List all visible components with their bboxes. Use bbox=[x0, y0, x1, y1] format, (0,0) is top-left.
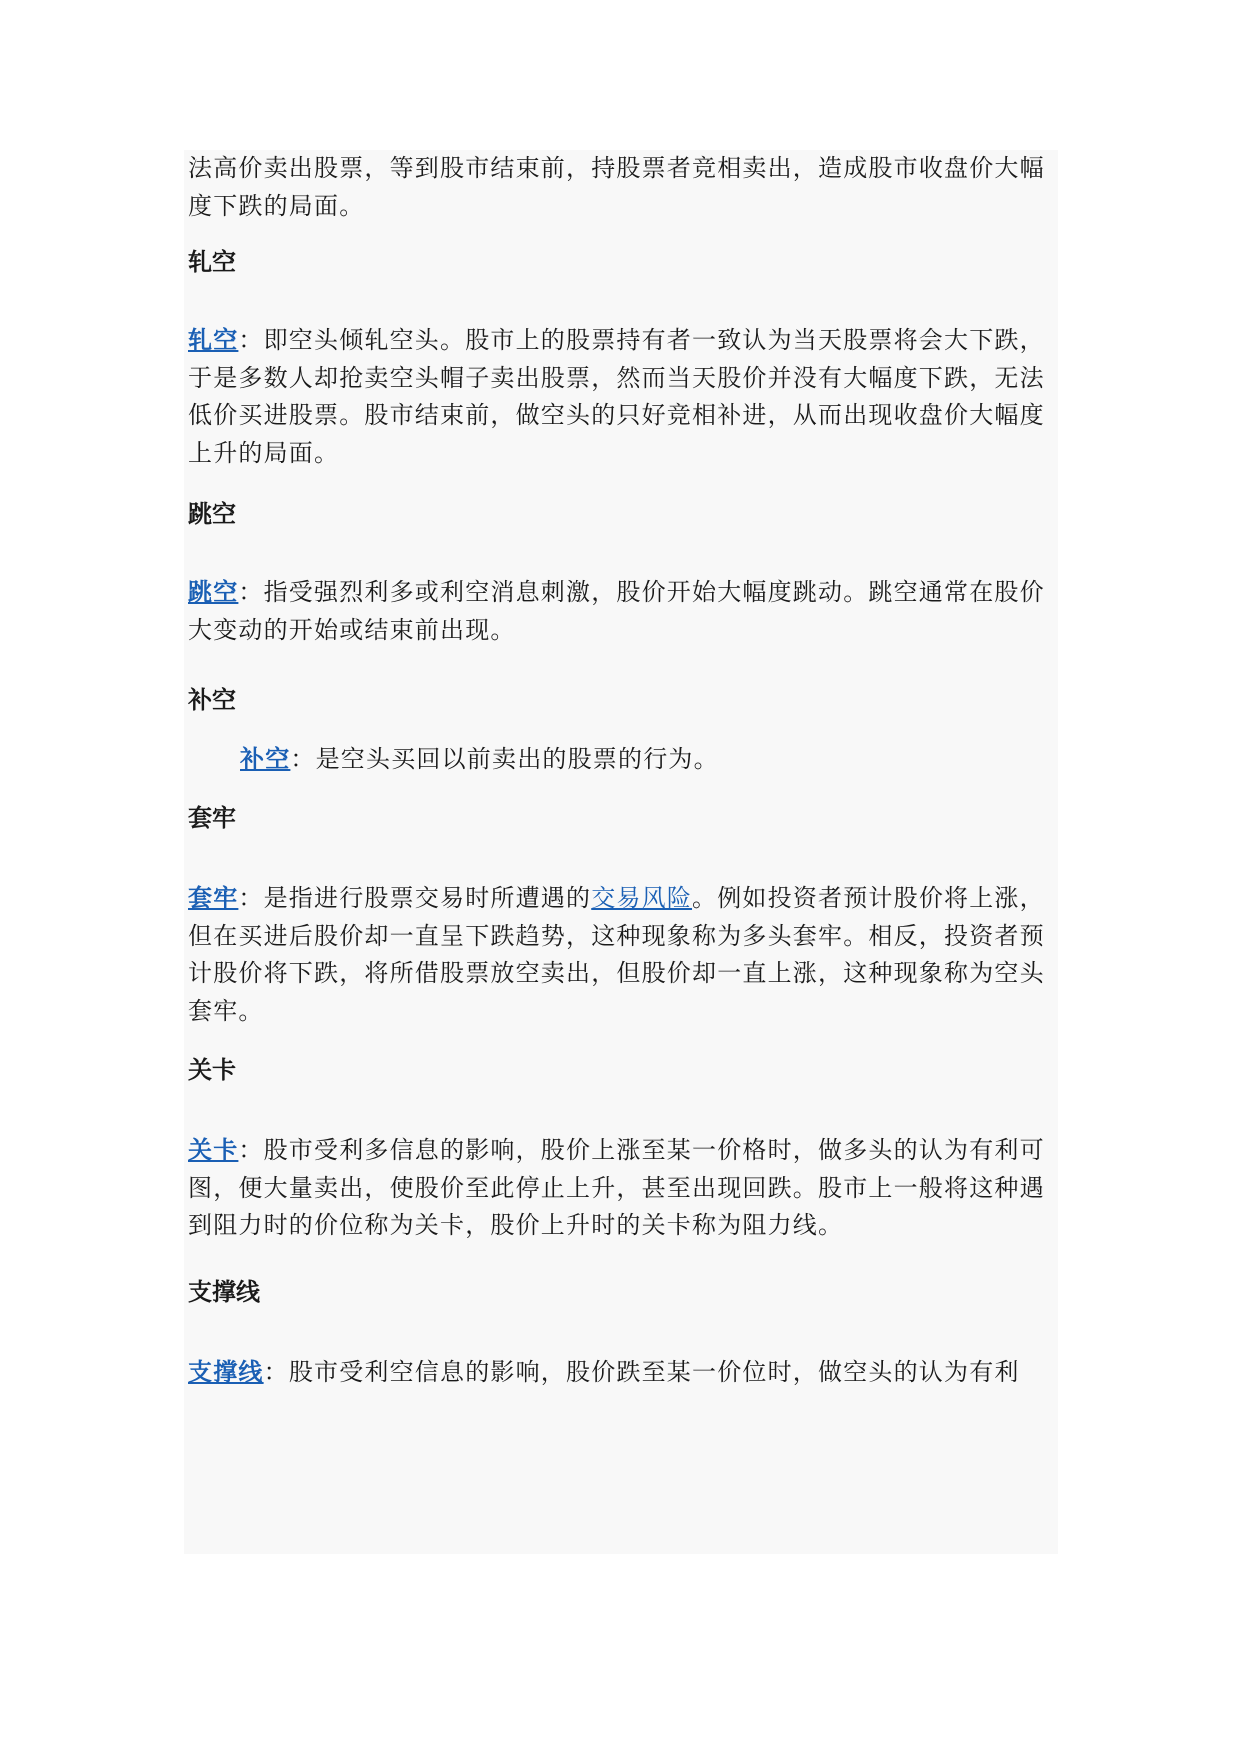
definition-text: 指受强烈利多或利空消息刺激，股价开始大幅度跳动。跳空通常在股价大变动的开始或结束前出现。 bbox=[188, 578, 1045, 644]
heading-zhichengxian: 支撑线 bbox=[188, 1278, 260, 1306]
term-link-taolao[interactable]: 套牢 bbox=[188, 884, 239, 912]
heading-guanka: 关卡 bbox=[188, 1056, 236, 1084]
term-link-guanka[interactable]: 关卡 bbox=[188, 1136, 239, 1164]
heading-bukong: 补空 bbox=[188, 686, 236, 714]
intro-paragraph: 法高价卖出股票，等到股市结束前，持股票者竞相卖出，造成股市收盘价大幅度下跌的局面。 bbox=[188, 154, 1045, 220]
definition-text-after: 。例如投资者预计股价将上涨，但在买进后股价却一直呈下跌趋势，这种现象称为多头套牢。相反，投资者预计股价将下跌，将所借股票放空卖出，但股价却一直上涨，这种现象称为空头套牢。 bbox=[188, 884, 1045, 1025]
heading-tiaokong: 跳空 bbox=[188, 500, 236, 528]
colon: ： bbox=[238, 326, 264, 354]
heading-taolao: 套牢 bbox=[188, 804, 236, 832]
term-link-tiaokong[interactable]: 跳空 bbox=[188, 578, 239, 606]
colon: ： bbox=[238, 884, 264, 912]
colon: ： bbox=[263, 1358, 289, 1386]
paragraph-bukong bbox=[188, 741, 1048, 779]
paragraph-taolao bbox=[188, 880, 1048, 1030]
definition-text: 股市受利多信息的影响，股价上涨至某一价格时，做多头的认为有利可图，便大量卖出，使股价至此停止上升，甚至出现回跌。股市上一般将这种遇到阻力时的价位称为关卡，股价上升时的关卡称为阻力线。 bbox=[188, 1136, 1045, 1239]
term-link-zhichengxian[interactable]: 支撑线 bbox=[188, 1358, 264, 1386]
definition-text: 是空头买回以前卖出的股票的行为。 bbox=[315, 745, 719, 773]
paragraph-zhichengxian bbox=[188, 1354, 1048, 1392]
term-link-zhakong[interactable]: 轧空 bbox=[188, 326, 239, 354]
definition-text-before: 是指进行股票交易时所遭遇的 bbox=[263, 884, 592, 912]
definition-text: 即空头倾轧空头。股市上的股票持有者一致认为当天股票将会大下跌，于是多数人却抢卖空头帽子卖出股票，然而当天股价并没有大幅度下跌，无法低价买进股票。股市结束前，做空头的只好竞相补进，从而出现收盘价大幅度上升的局面。 bbox=[188, 326, 1045, 467]
colon: ： bbox=[238, 1136, 264, 1164]
colon: ： bbox=[238, 578, 264, 606]
paragraph-zhakong bbox=[188, 322, 1048, 472]
term-link-bukong[interactable]: 补空 bbox=[240, 745, 291, 773]
trade-risk-link[interactable]: 交易风险 bbox=[591, 884, 693, 912]
definition-text: 股市受利空信息的影响，股价跌至某一价位时，做空头的认为有利 bbox=[288, 1358, 1020, 1386]
paragraph-tiaokong bbox=[188, 574, 1048, 649]
paragraph-guanka bbox=[188, 1132, 1048, 1245]
heading-zhakong: 轧空 bbox=[188, 248, 236, 276]
colon: ： bbox=[290, 745, 316, 773]
